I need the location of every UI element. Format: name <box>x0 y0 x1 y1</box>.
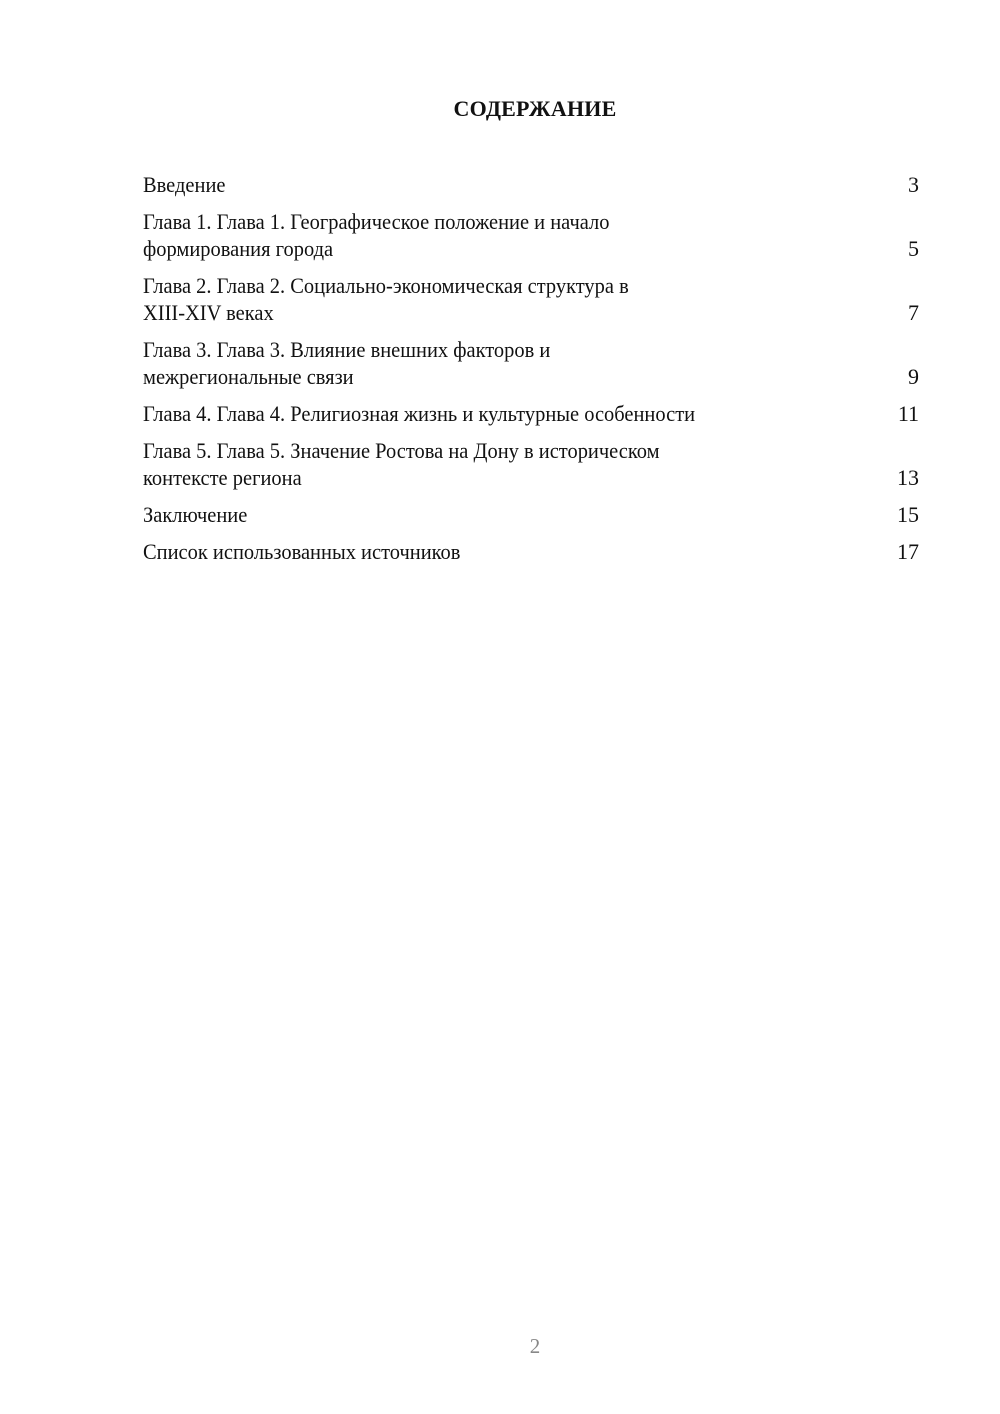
toc-entry-line: контексте региона <box>143 465 302 490</box>
toc-entry-title <box>143 336 581 390</box>
toc-entry-line: Глава 2. Глава 2. Социально-экономическая структура в <box>143 273 629 298</box>
toc-entry-title <box>143 171 232 198</box>
toc-entry <box>143 400 919 427</box>
toc-entry-page: 7 <box>908 300 919 325</box>
toc-entry-line: Глава 3. Глава 3. Влияние внешних факторов и <box>143 337 551 362</box>
toc-entry-line: Глава 4. Глава 4. Религиозная жизнь и культурные особенности <box>143 401 696 426</box>
toc-entry-line: Заключение <box>143 502 248 527</box>
page-title: СОДЕРЖАНИЕ <box>453 96 617 121</box>
table-of-contents <box>143 171 919 575</box>
toc-entry-line: Глава 1. Глава 1. Географическое положение и начало <box>143 209 610 234</box>
toc-entry <box>143 272 919 326</box>
toc-entry-page: 15 <box>897 502 919 527</box>
toc-entry-title <box>143 501 255 528</box>
toc-entry-page: 17 <box>897 539 919 564</box>
toc-entry <box>143 208 919 262</box>
toc-entry-title <box>143 208 645 262</box>
toc-entry-page: 11 <box>897 401 919 426</box>
toc-entry-line: Введение <box>143 172 226 197</box>
toc-entry <box>143 171 919 198</box>
toc-entry <box>143 336 919 390</box>
toc-entry-page: 9 <box>908 364 919 389</box>
toc-entry-line: XIII-XIV веках <box>143 300 274 325</box>
page-number: 2 <box>529 1334 541 1358</box>
toc-entry <box>143 437 919 491</box>
toc-entry <box>143 538 919 565</box>
toc-entry <box>143 501 919 528</box>
toc-entry-title <box>143 437 698 491</box>
toc-entry-line: Глава 5. Глава 5. Значение Ростова на Дону в историческом <box>143 438 660 463</box>
toc-entry-line: формирования города <box>143 236 334 261</box>
toc-entry-line: Список использованных источников <box>143 539 461 564</box>
toc-entry-page: 13 <box>897 465 919 490</box>
toc-entry-page: 5 <box>908 236 919 261</box>
toc-entry-title <box>143 400 737 427</box>
toc-entry-page: 3 <box>908 172 919 197</box>
toc-entry-title <box>143 538 484 565</box>
toc-entry-line: межрегиональные связи <box>143 364 354 389</box>
toc-entry-title <box>143 272 665 326</box>
